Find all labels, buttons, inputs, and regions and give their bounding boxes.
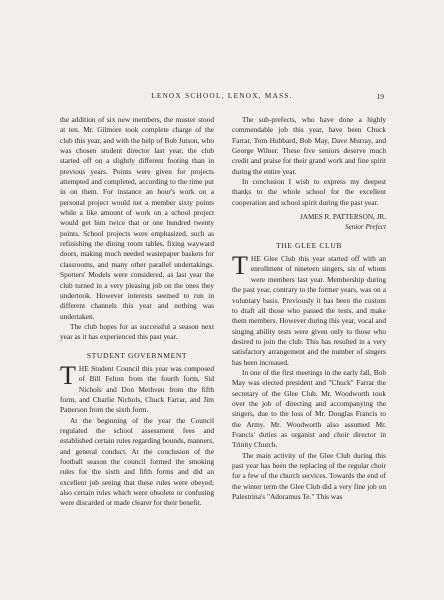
page-number: 19	[376, 92, 384, 101]
signature	[232, 212, 386, 233]
club-closing-paragraph: The club hopes for as successful a season next year as it has experienced this past year.	[60, 321, 214, 342]
council-rules-paragraph: At the beginning of the year the Council regulated the school assessment fees and established certain rules regarding bounds, manners, and general conduct. At the conclusion of the football season the council formed the smoking rules for the sixth and fifth forms and did an excellent job seeing that these rules were obeyed; also certain rules which were obsolete or confusing were discarded or made clearer for their benefit.	[60, 415, 214, 508]
running-header	[60, 92, 384, 104]
section-gap	[60, 343, 214, 351]
glee-club-heading: THE GLEE CLUB	[275, 240, 342, 250]
student-council-text: HE Student Council this year was composed of Bill Felton from the fourth form, Sid Nichols and Don Methven from the fifth form, and Charlie Nichols, Chuck Farrar, and Jim Patterson from the sixth form.	[60, 363, 214, 415]
glee-club-paragraph	[232, 251, 386, 368]
conclusion-paragraph: In conclusion I wish to express my deepest thanks to the whole school for the excellent cooperation and school spirit during the past year.	[232, 177, 386, 207]
signature-name: JAMES R. PATTERSON, JR.	[299, 213, 386, 222]
signature-role: Senior Prefect	[344, 223, 386, 232]
glee-club-text: HE Glee Club this year started off with an enrollment of nineteen singers, six of whom were members last year. Membership during the past year, contrary to the former years, was on a voluntary basis. Previously it has been the custom to draft all those who passed the tests, and make them members. However during this year, vocal and singing ability tests were given only to those who desired to join the club. This has resulted in a very satisfactory arrangement and the number of singers has been increased.	[232, 254, 386, 367]
right-column	[232, 115, 386, 502]
glee-club-officers-paragraph: In one of the first meetings in the early fall, Bob May was elected president and "Chuck" Farrar the secretary of the Glee Club. Mr. Woodworth took over the job of directing and accompanying the singers, due to the loss of Mr. Douglas Francis to the Army. Mr. Woodworth also assumed Mr. Francis' duties as organist and choir director in Trinity Church.	[232, 367, 386, 450]
student-government-heading: STUDENT GOVERNMENT	[86, 350, 188, 360]
left-column	[60, 115, 214, 509]
drop-cap: T	[232, 251, 248, 281]
drop-cap: T	[60, 360, 76, 390]
section-gap	[232, 233, 386, 241]
student-council-paragraph	[60, 360, 214, 416]
glee-club-activity-paragraph: The main activity of the Glee Club during this past year has been the replacing of the regular choir for a few of the church services. Towards the end of the winter term the Glee Club did a very fine job on Palestrina's "Adoramus Te." This was	[232, 450, 386, 502]
club-paragraph: the addition of six new members, the muster stood at ten. Mr. Gilmore took complete charge of the club this year, and with the help of Bob Jutson, who was chosen student director last year, the club started off on a slightly different footing than in previous years. Points were given for projects attempted and completed, according to the time put in on them. For instance an hour's work on a personal project would net a member sixty points while a like amount of work on a school project would get him twice that or one hundred twenty points. School projects were emphasized, such as refinishing the dining room tables, fixing wayward doors, making much needed wastepaper baskets for classrooms, and many other parallel undertakings. Spotters' Models were considered, as last year the club turned in a very pleasing job on the ones they undertook. However interests seemed to run in different channels this year and nothing was undertaken.	[60, 115, 214, 321]
sub-prefects-paragraph: The sub-prefects, who have done a highly commendable job this year, have been Chuck Farrar, Tom Hubbard, Bob May, Dave Murray, and George Wilner. These five seniors deserve much credit and praise for their grand work and fine spirit during the entire year.	[232, 115, 386, 176]
header-title: LENOX SCHOOL, LENOX, MASS.	[151, 92, 293, 100]
